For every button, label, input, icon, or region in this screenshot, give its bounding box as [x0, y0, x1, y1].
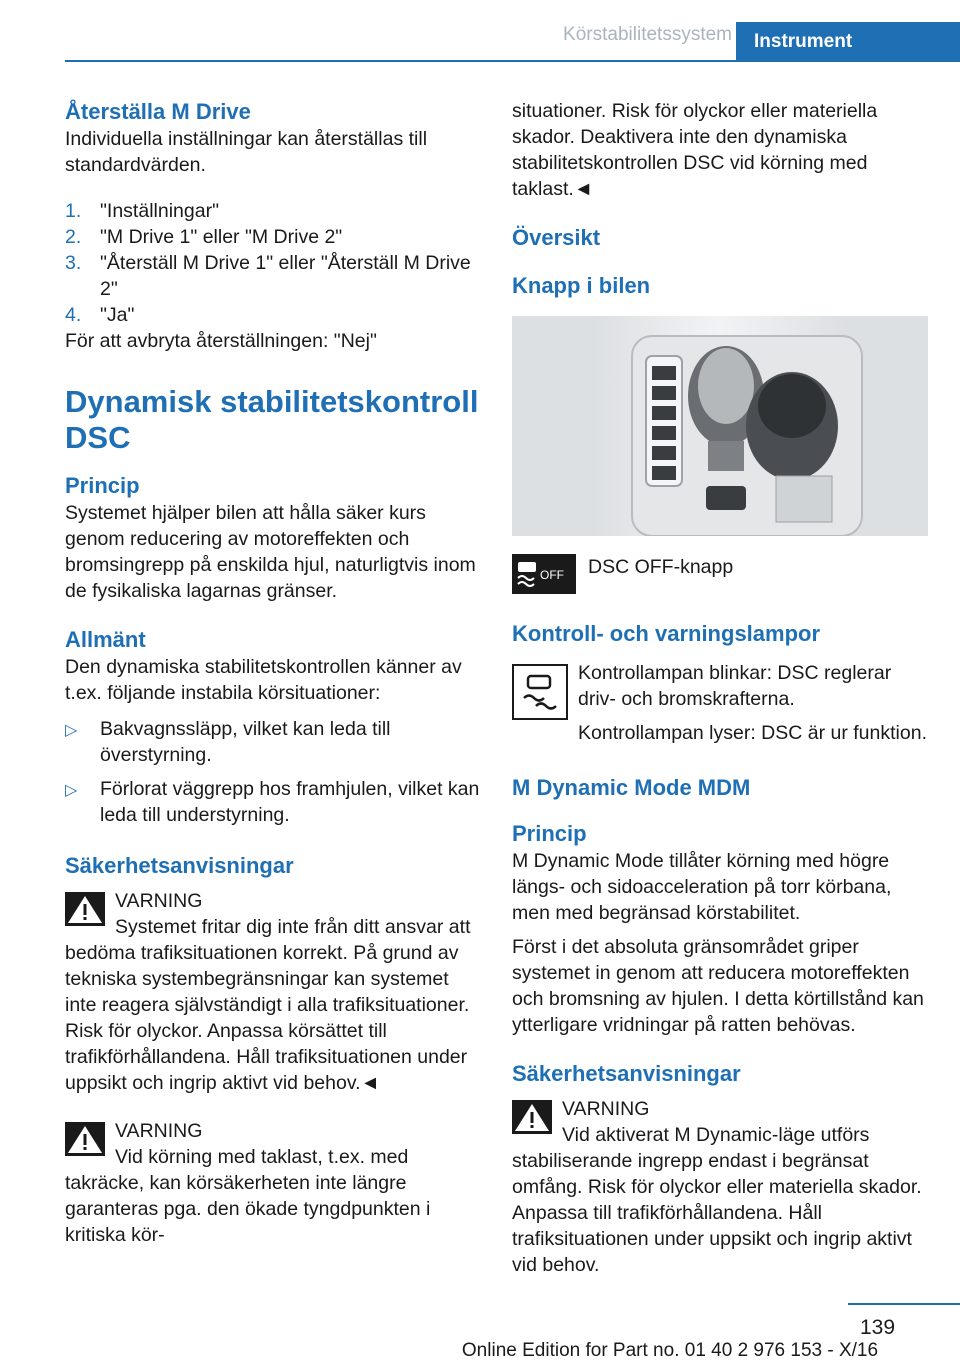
warning-block — [512, 1096, 932, 1278]
warning-label: VARNING — [115, 890, 203, 912]
triangle-bullet-icon: ▷ — [65, 782, 78, 799]
list-item: ▷ Bakvagnssläpp, vilket kan leda till överstyrning. — [65, 718, 391, 766]
warning-label: VARNING — [562, 1098, 650, 1120]
button-heading: Knapp i bilen — [512, 273, 651, 298]
page-header — [0, 0, 960, 62]
warning-text: Systemet fritar dig inte från ditt ansvar att bedöma trafiksituationen korrekt. På grund av tekniska systembegränsningar kan systemet inte reagera självständigt i alla trafiksituationer. Risk för olyckor. Anpassa körsättet till trafikförhållandena. Håll trafiksituationen under uppsikt och ingrip aktivt vid behov.◄ — [65, 916, 471, 1094]
edition-text: Online Edition for Part no. 01 40 2 976 153 - X/16 — [461, 1340, 879, 1361]
warning-block — [65, 888, 485, 1096]
svg-text:OFF: OFF — [540, 568, 564, 582]
mdm-safety-heading: Säkerhetsanvisningar — [512, 1061, 741, 1086]
header-section-title: Körstabilitetssystem — [563, 24, 732, 45]
footer-rule — [848, 1303, 960, 1305]
reset-m-drive-heading: Återställa M Drive — [65, 99, 251, 124]
overview-heading: Översikt — [512, 225, 601, 250]
lamp-block — [512, 660, 932, 746]
list-item: ▷ Förlorat väggrepp hos framhjulen, vilket kan leda till understyrning. — [65, 778, 480, 826]
mdm-heading: M Dynamic Mode MDM — [512, 775, 751, 800]
warning-block — [65, 1118, 485, 1248]
mdm-principle-heading: Princip — [512, 821, 587, 846]
lamp-text-blinks: Kontrollampan blinkar: DSC reglerar driv- och bromskrafterna. — [578, 662, 892, 710]
general-heading: Allmänt — [65, 627, 146, 652]
mdm-text-1: M Dynamic Mode tillåter körning med högre längs- och sidoacceleration på torr körbana, men med begränsad körstabilitet. — [512, 850, 892, 924]
right-column — [512, 98, 932, 1278]
warning-triangle-icon — [65, 1122, 105, 1156]
warning-text: Vid körning med taklast, t.ex. med takräcke, kan körsäkerheten inte längre garanteras pga. den ökade tyngdpunkten i kritiska kör- — [65, 1146, 431, 1246]
list-item: 2. "M Drive 1" eller "M Drive 2" — [65, 226, 343, 248]
principle-heading: Princip — [65, 473, 140, 498]
page-footer — [0, 1300, 960, 1362]
dsc-button-row — [512, 554, 932, 594]
instability-list — [65, 716, 485, 828]
warning-triangle-icon — [512, 1100, 552, 1134]
triangle-bullet-icon: ▷ — [65, 722, 78, 739]
header-chapter-tab: Instrument — [736, 22, 960, 62]
list-item: 4. "Ja" — [65, 304, 135, 326]
warning-label: VARNING — [115, 1120, 203, 1142]
cancel-text: För att avbryta återställningen: "Nej" — [65, 330, 377, 352]
general-text: Den dynamiska stabilitetskontrollen känner av t.ex. följande instabila körsituationer: — [65, 656, 462, 704]
safety-heading: Säkerhetsanvisningar — [65, 853, 294, 878]
page-number: 139 — [860, 1316, 896, 1339]
dsc-heading: Dynamisk stabilitetskontroll DSC — [65, 384, 479, 455]
reset-steps-list — [65, 198, 485, 328]
left-column — [65, 98, 485, 1248]
warning-text: Vid aktiverat M Dynamic-läge utförs stabiliserande ingrepp endast i begränsat omfång. Risk för olyckor eller materiella skador. Anpassa till trafikförhållandena. Håll trafiksituationen under uppsikt och ingrip aktivt vid behov. — [512, 1124, 922, 1276]
continued-text: situationer. Risk för olyckor eller materiella skador. Deaktivera inte den dynamiska stabilitetskontrollen DSC vid körning med taklast.◄ — [512, 100, 878, 200]
reset-intro: Individuella inställningar kan återställas till standardvärden. — [65, 128, 428, 176]
list-item: 1. "Inställningar" — [65, 200, 219, 222]
mdm-text-2: Först i det absoluta gränsområdet griper systemet in genom att reducera motoreffekten och bromsning av hjulen. I detta körtillstånd kan ytterligare vridningar på ratten behövas. — [512, 936, 924, 1036]
principle-text: Systemet hjälper bilen att hålla säker kurs genom reducering av motoreffekten och bromsingrepp på enskilda hjul, naturligtvis inom de fysikaliska lagarnas gränser. — [65, 502, 476, 602]
center-console-photo — [512, 316, 928, 536]
warning-triangle-icon — [65, 892, 105, 926]
lamps-heading: Kontroll- och varningslampor — [512, 621, 821, 646]
list-item: 3. "Återställ M Drive 1" eller "Återställ M Drive 2" — [65, 252, 471, 300]
dsc-button-label: DSC OFF-knapp — [588, 556, 734, 578]
dsc-off-button-icon — [512, 554, 576, 594]
dsc-control-lamp-icon — [512, 664, 568, 720]
lamp-text-lit: Kontrollampan lyser: DSC är ur funktion. — [578, 722, 927, 744]
